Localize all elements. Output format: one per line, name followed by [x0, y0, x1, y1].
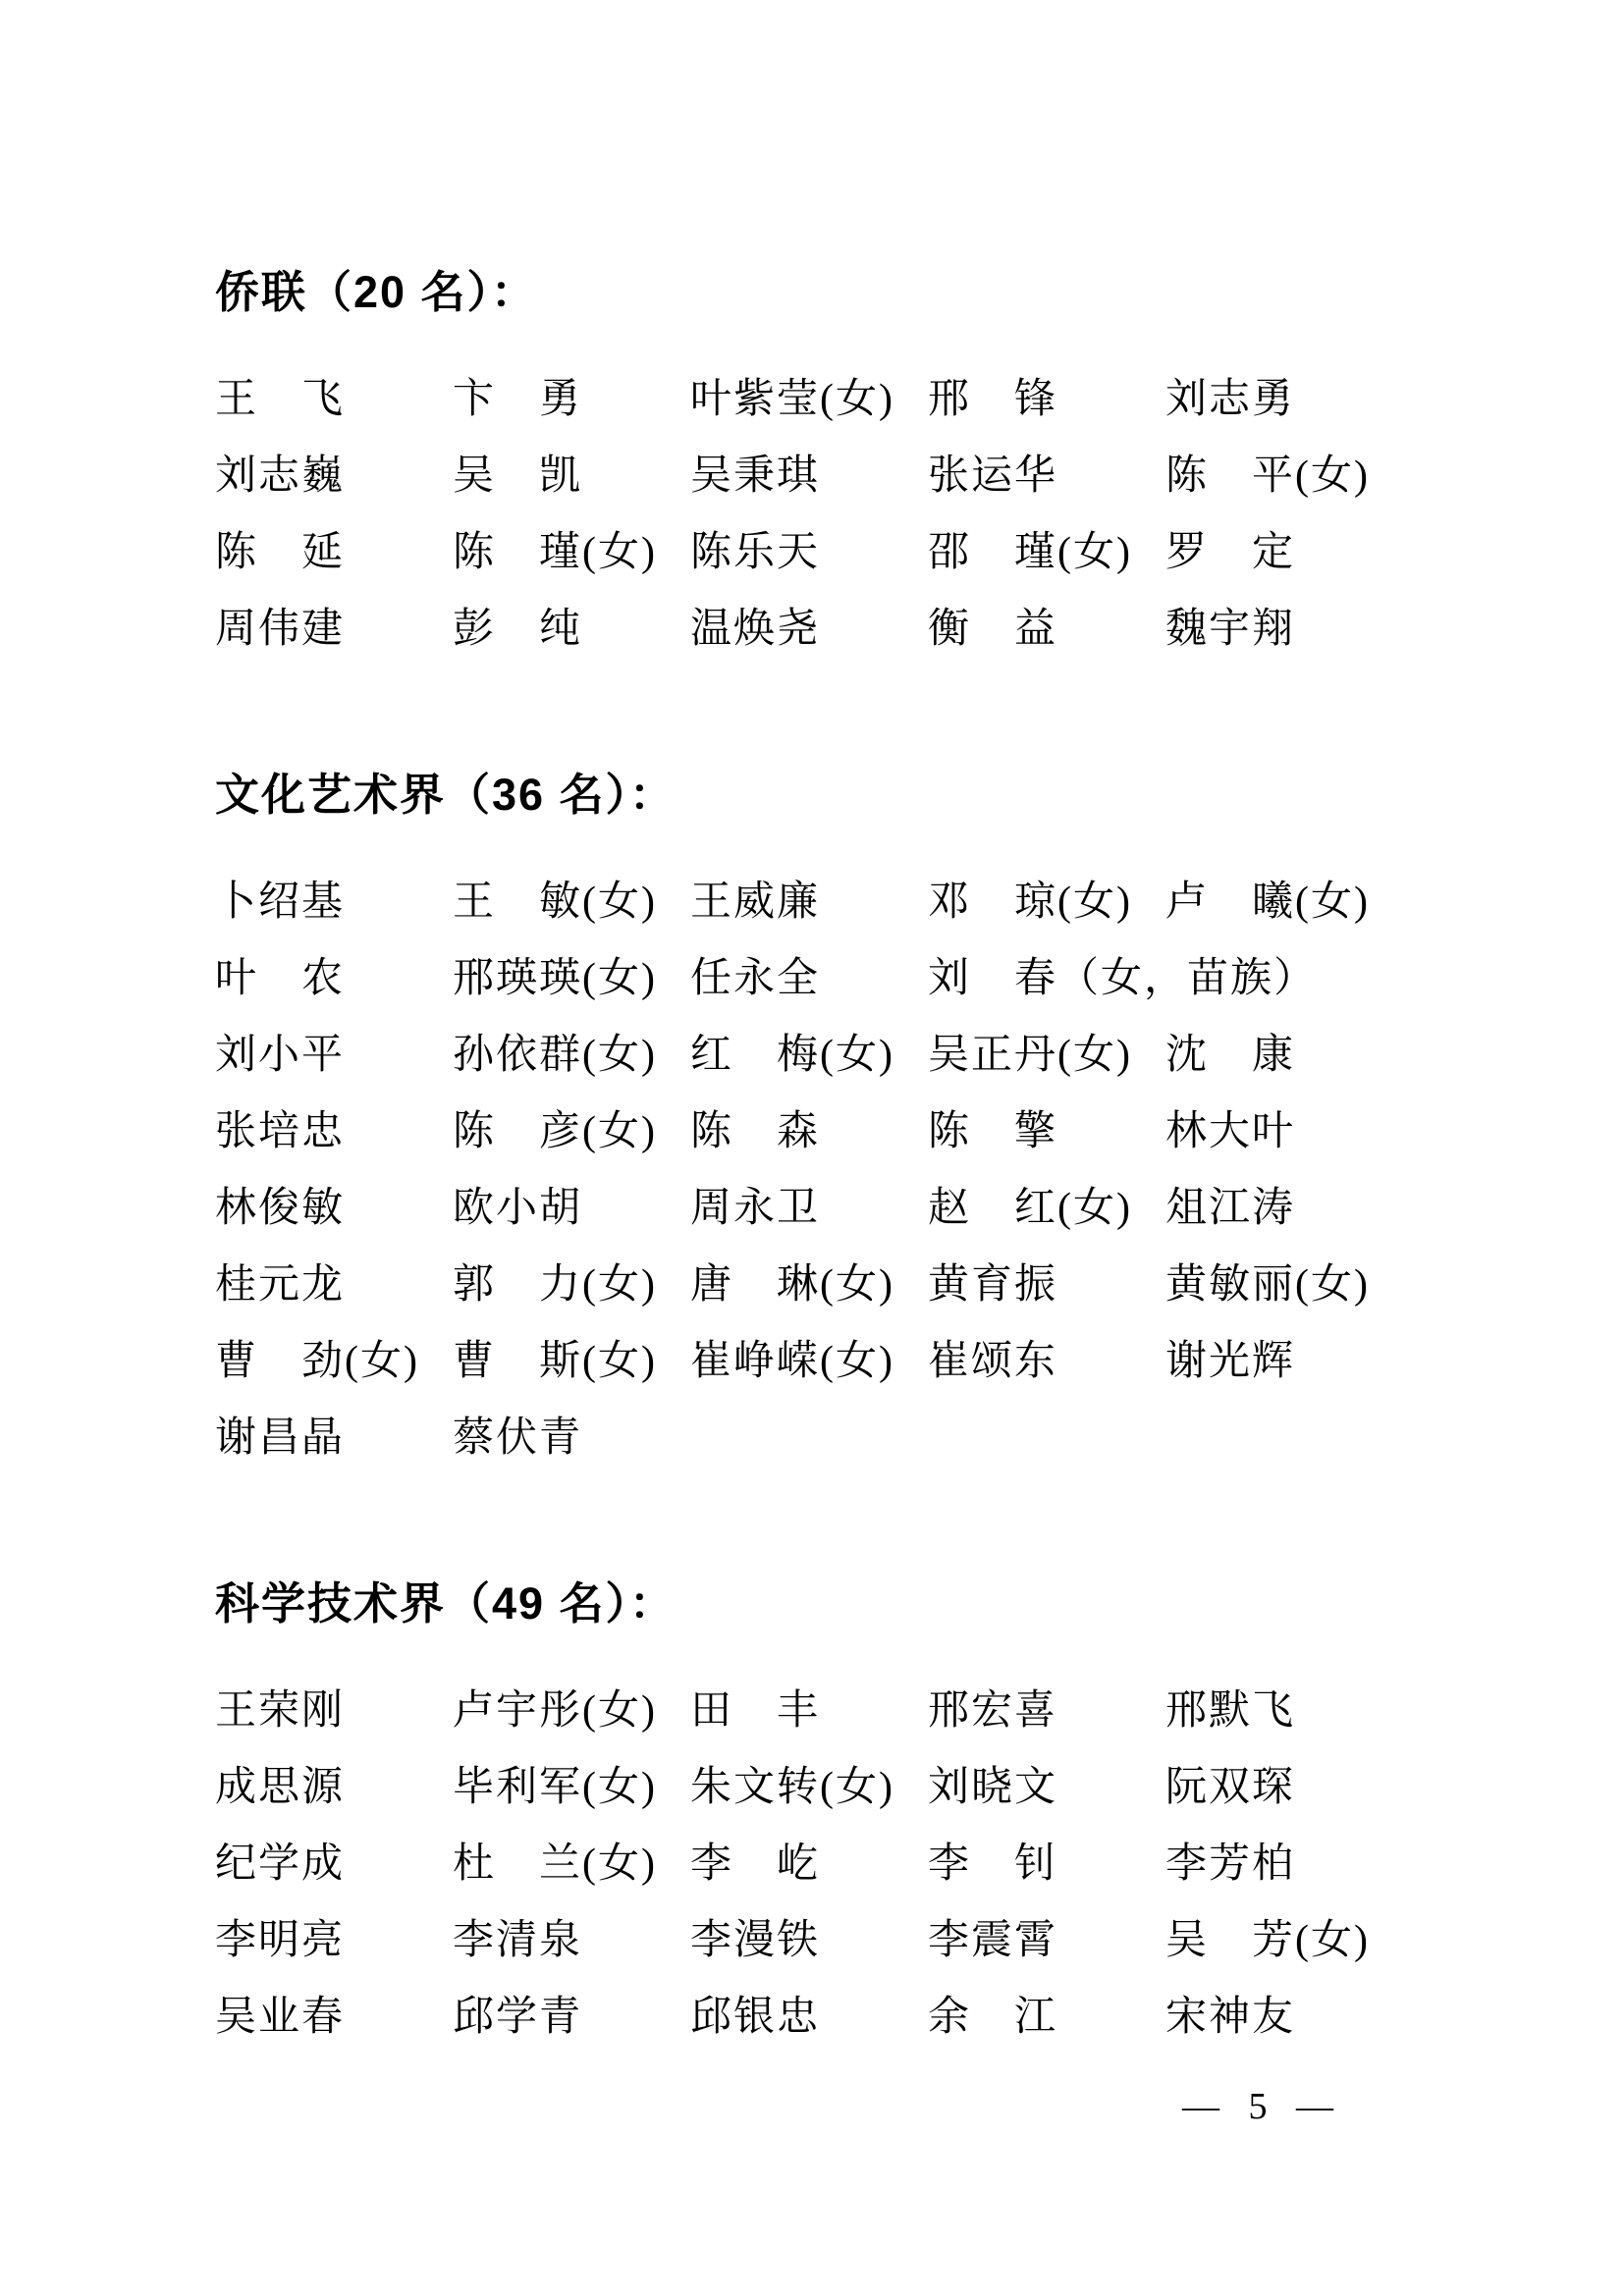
person-name: 李芳柏	[1165, 1842, 1296, 1887]
name-row	[215, 1247, 1408, 1323]
section-heading: 侨联（20 名）：	[215, 267, 538, 317]
name-row	[215, 1826, 1408, 1902]
person-name: 桂元龙	[215, 1262, 346, 1308]
person-name: 吴 芳(女)	[1165, 1918, 1370, 1963]
name-row	[215, 1902, 1408, 1979]
page-number: — 5 —	[1182, 2086, 1335, 2127]
person-name: 毕利军(女)	[453, 1765, 657, 1810]
person-name: 刘 春（女，苗族）	[928, 956, 1318, 1001]
name-row	[215, 1170, 1408, 1247]
person-name: 陈 擎	[928, 1109, 1058, 1154]
person-name: 刘志巍	[215, 454, 346, 499]
person-name: 邓 琼(女)	[928, 880, 1132, 925]
name-row	[215, 514, 1408, 591]
section-heading: 文化艺术界（36 名）：	[215, 770, 677, 820]
person-name: 李 钊	[928, 1842, 1058, 1887]
person-name: 李震霄	[928, 1918, 1058, 1963]
person-name: 周伟建	[215, 607, 346, 652]
person-name: 刘志勇	[1165, 377, 1296, 422]
person-name: 郭 力(女)	[453, 1262, 657, 1308]
person-name: 邵 瑾(女)	[928, 530, 1132, 575]
person-name: 林俊敏	[215, 1186, 346, 1231]
person-name: 任永全	[690, 956, 821, 1001]
person-name: 陈 延	[215, 530, 346, 575]
person-name: 衡 益	[928, 607, 1058, 652]
person-name: 张运华	[928, 454, 1058, 499]
person-name: 宋神友	[1165, 1995, 1296, 2040]
person-name: 张培忠	[215, 1109, 346, 1154]
person-name: 崔颂东	[928, 1339, 1058, 1384]
person-name: 邱学青	[453, 1995, 583, 2040]
person-name: 黄育振	[928, 1262, 1058, 1308]
person-name: 陈 瑾(女)	[453, 530, 657, 575]
person-name: 邢默飞	[1165, 1688, 1296, 1734]
name-row	[215, 864, 1408, 940]
person-name: 孙依群(女)	[453, 1033, 657, 1078]
person-name: 邢宏喜	[928, 1688, 1058, 1734]
section-1	[215, 766, 1408, 1476]
person-name: 谢昌晶	[215, 1415, 346, 1461]
person-name: 王 敏(女)	[453, 880, 657, 925]
person-name: 蔡伏青	[453, 1415, 583, 1461]
person-name: 叶紫莹(女)	[690, 377, 894, 422]
section-0	[215, 263, 1408, 667]
person-name: 陈 彦(女)	[453, 1109, 657, 1154]
page-footer	[1074, 2042, 1335, 2171]
person-name: 红 梅(女)	[690, 1033, 894, 1078]
person-name: 魏宇翔	[1165, 607, 1296, 652]
person-name: 俎江涛	[1165, 1186, 1296, 1231]
person-name: 崔峥嵘(女)	[690, 1339, 894, 1384]
person-name: 欧小胡	[453, 1186, 583, 1231]
person-name: 彭 纯	[453, 607, 583, 652]
person-name: 邢瑛瑛(女)	[453, 956, 657, 1001]
person-name: 王威廉	[690, 880, 821, 925]
person-name: 陈乐天	[690, 530, 821, 575]
person-name: 罗 定	[1165, 530, 1296, 575]
person-name: 成思源	[215, 1765, 346, 1810]
name-row	[215, 591, 1408, 667]
person-name: 刘小平	[215, 1033, 346, 1078]
section-heading: 科学技术界（49 名）：	[215, 1578, 677, 1629]
name-row	[215, 1017, 1408, 1094]
person-name: 李清泉	[453, 1918, 583, 1963]
person-name: 李漫铁	[690, 1918, 821, 1963]
name-row	[215, 1094, 1408, 1170]
name-row	[215, 1323, 1408, 1400]
person-name: 刘晓文	[928, 1765, 1058, 1810]
person-name: 王 飞	[215, 377, 346, 422]
person-name: 林大叶	[1165, 1109, 1296, 1154]
name-row	[215, 1400, 1408, 1476]
person-name: 卞 勇	[453, 377, 583, 422]
person-name: 黄敏丽(女)	[1165, 1262, 1370, 1308]
person-name: 卢 曦(女)	[1165, 880, 1370, 925]
person-name: 余 江	[928, 1995, 1058, 2040]
person-name: 吴秉琪	[690, 454, 821, 499]
name-row	[215, 361, 1408, 438]
person-name: 吴业春	[215, 1995, 346, 2040]
person-name: 周永卫	[690, 1186, 821, 1231]
person-name: 杜 兰(女)	[453, 1842, 657, 1887]
person-name: 陈 平(女)	[1165, 454, 1370, 499]
name-row	[215, 1749, 1408, 1826]
person-name: 王荣刚	[215, 1688, 346, 1734]
person-name: 吴 凯	[453, 454, 583, 499]
person-name: 邢 锋	[928, 377, 1058, 422]
person-name: 唐 琳(女)	[690, 1262, 894, 1308]
person-name: 朱文转(女)	[690, 1765, 894, 1810]
person-name: 李明亮	[215, 1918, 346, 1963]
name-row	[215, 940, 1408, 1017]
person-name: 邱银忠	[690, 1995, 821, 2040]
person-name: 卜绍基	[215, 880, 346, 925]
person-name: 沈 康	[1165, 1033, 1296, 1078]
person-name: 谢光辉	[1165, 1339, 1296, 1384]
person-name: 温焕尧	[690, 607, 821, 652]
person-name: 叶 农	[215, 956, 346, 1001]
name-row	[215, 1673, 1408, 1749]
name-row	[215, 438, 1408, 514]
person-name: 卢宇彤(女)	[453, 1688, 657, 1734]
name-list-content	[215, 263, 1408, 2056]
person-name: 阮双琛	[1165, 1765, 1296, 1810]
person-name: 曹 劲(女)	[215, 1339, 419, 1384]
person-name: 赵 红(女)	[928, 1186, 1132, 1231]
section-2	[215, 1575, 1408, 2056]
person-name: 田 丰	[690, 1688, 821, 1734]
person-name: 曹 斯(女)	[453, 1339, 657, 1384]
person-name: 吴正丹(女)	[928, 1033, 1132, 1078]
person-name: 陈 森	[690, 1109, 821, 1154]
person-name: 李 屹	[690, 1842, 821, 1887]
person-name: 纪学成	[215, 1842, 346, 1887]
